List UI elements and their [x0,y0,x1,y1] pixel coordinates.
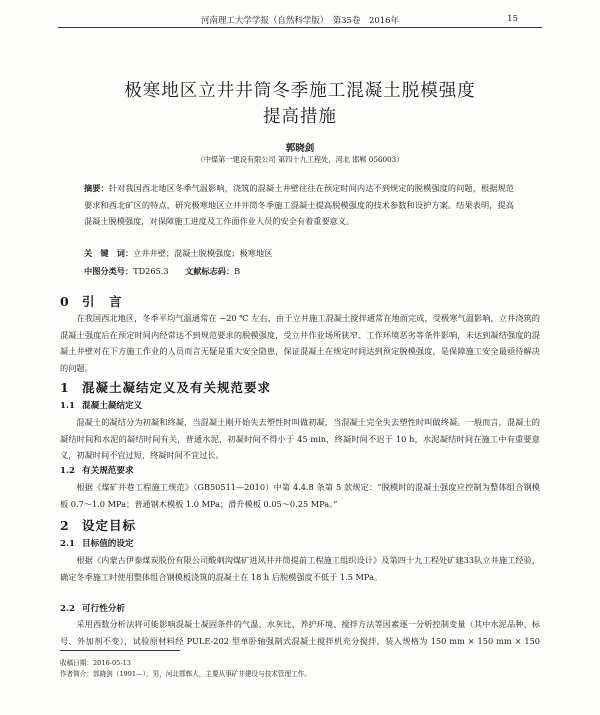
subsection-number: 2.1 [60,539,75,549]
clc-label: 中图分类号： [84,266,134,276]
section-0-heading [60,292,123,310]
subsection-2-1-paragraph: 根据《内蒙古伊泰煤炭股份有限公司酸刺沟煤矿进风井井筒提前工程施工组织设计》及第四十九工程处矿建33队立井施工经验，确定冬季施工时使用整体组合钢模板浇筑的混凝土在 18 h 后脱模强度不低于 1.5 MPa。 [60,555,540,582]
subsection-number: 2.2 [60,604,75,614]
footnote-received: 收稿日期：2016-05-13 [60,659,131,667]
paper-title-line2: 提高措施 [263,107,337,127]
paper-title-line1: 极寒地区立井井筒冬季施工混凝土脱模强度 [124,81,476,101]
subsection-number: 1.2 [60,466,75,476]
section-0-paragraph: 在我国西北地区，冬季平均气温通常在 −20 ℃ 左右，由于立井施工混凝土搅拌通常在地面完成，受极寒气温影响，立井浇筑的混凝土强度后在预定时间内经常达不到规范要求的脱模强度，受立井作业场所狭窄、工作环境恶劣等条件影响，未达到凝结强度的混凝土井壁对在下方施工作业的人员而言无疑是重大安全隐患，保证混凝土在规定时间达到预定脱模强度，是保障施工安全最亟待解决的问题。 [60,313,540,373]
author-name: 郭晓剑 [285,143,315,154]
section-number: 2 [60,518,70,533]
section-title: 混凝土凝结定义及有关规范要求 [82,380,272,395]
keywords [84,248,514,259]
abstract-label: 摘要： [84,183,109,193]
subsection-title: 可行性分析 [82,604,125,614]
subsection-1-1-paragraph: 混凝土的凝结分为初凝和终凝，当混凝土刚开始失去塑性时叫做初凝，当混凝土完全失去塑性时叫做终凝。一般而言，混凝土的凝结时间和水泥的凝结时间有关，普通水泥，初凝时间不得小于 45 min，终凝时间不迟于 10 h，水泥凝结时间在施工中有重要意义，初凝时间不宜过短，终凝时间不宜过长。 [60,417,540,460]
running-header [0,14,600,34]
keywords-label: 关 键 词： [84,248,134,258]
journal-header: 河南理工大学学报（自然科学版） 第35卷 2016年 [200,16,400,26]
subsection-1-2-heading [60,464,134,476]
subsection-2-2-paragraph: 采用西数分析法将可能影响混凝土凝固条件的气温、水灰比、养护环境、搅拌方法等因素逐一分析控制变量（其中水泥品种、标号、外加剂不变），试验原材料经 PULE-202 型单卧轴强制式混凝土搅拌机充分搅拌，装入规格为 150 mm × 150 mm × 150 [60,619,540,646]
header-rule [58,27,542,28]
footnote-rule [60,650,180,651]
subsection-1-2-paragraph: 根据《煤矿井巷工程施工规范》（GB50511—2010）中第 4.4.8 条第 5 款规定：“脱模时的混凝土强度应控制为整体组合钢模板 0.7～1.0 MPa；普通钢木模板 1.0 MPa；滑升模板 0.05～0.25 MPa。” [60,482,540,509]
subsection-title: 有关规范要求 [82,466,134,476]
subsection-1-1-heading [60,399,142,411]
classification-line [84,266,514,277]
subsection-title: 目标值的设定 [82,539,134,549]
subsection-2-2-heading [60,602,125,614]
clc-value: TD265.3 [133,266,169,276]
section-number: 0 [60,294,70,309]
subsection-title: 混凝土凝结定义 [82,401,143,411]
doc-code-label: 文献标志码： [185,266,235,276]
doc-code-value: B [234,266,241,276]
section-number: 1 [60,380,70,395]
abstract-text: 针对我国西北地区冬季气温影响，浇筑的混凝土井壁往往在预定时间内达不到规定的脱模强度的问题，根据规范要求和西北矿区的特点，研究极寒地区立井井筒冬季施工混凝土提高脱模强度的技术参数和设护方案。结果表明，提高混凝土脱模强度，对保障施工进度及工作面作业人员的安全有着重要意义。 [84,183,514,226]
keywords-text: 立井井壁；混凝土脱模强度；极寒地区 [133,248,273,258]
author-affiliation: （中煤第一建设有限公司 第四十九工程处，河北 邯郸 056003） [196,155,404,164]
section-title: 引 言 [82,294,123,309]
abstract [84,180,514,230]
subsection-number: 1.1 [60,401,75,411]
section-title: 设定目标 [82,518,137,533]
section-1-heading [60,378,271,396]
footnote-author-info: 作者简介：郭晓剑（1991—），男，河北邯郸人，主要从事矿井建设与技术管理工作。 [60,670,311,678]
page-number: 15 [507,14,518,24]
subsection-2-1-heading [60,537,134,549]
section-2-heading [60,516,136,534]
